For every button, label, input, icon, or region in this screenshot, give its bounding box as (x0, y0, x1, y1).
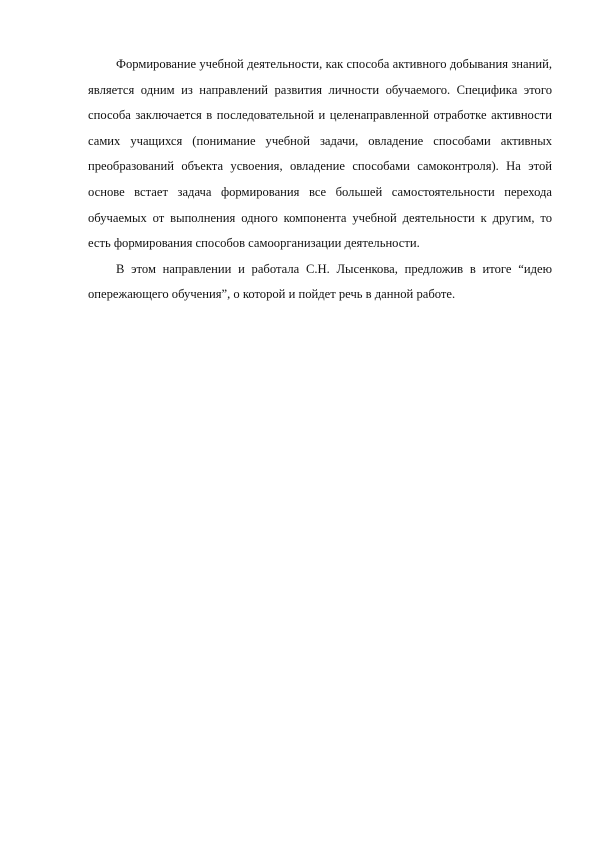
body-paragraph-1: Формирование учебной деятельности, как способа активного добывания знаний, является одним из направлений развития личности обучаемого. Специфика этого способа заключается в последовательной и целенаправленной отработке активности самих учащихся (понимание учебной задачи, овладение способами активных преобразований объекта усвоения, овладение способами самоконтроля). На этой основе встает задача формирования все большей самостоятельности перехода обучаемых от выполнения одного компонента учебной деятельности к другим, то есть формирования способов самоорганизации деятельности. (88, 57, 552, 251)
body-paragraph-2: В этом направлении и работала С.Н. Лысенкова, предложив в итоге “идею опережающего обучения”, о которой и пойдет речь в данной работе. (88, 261, 552, 302)
document-page (88, 52, 552, 308)
